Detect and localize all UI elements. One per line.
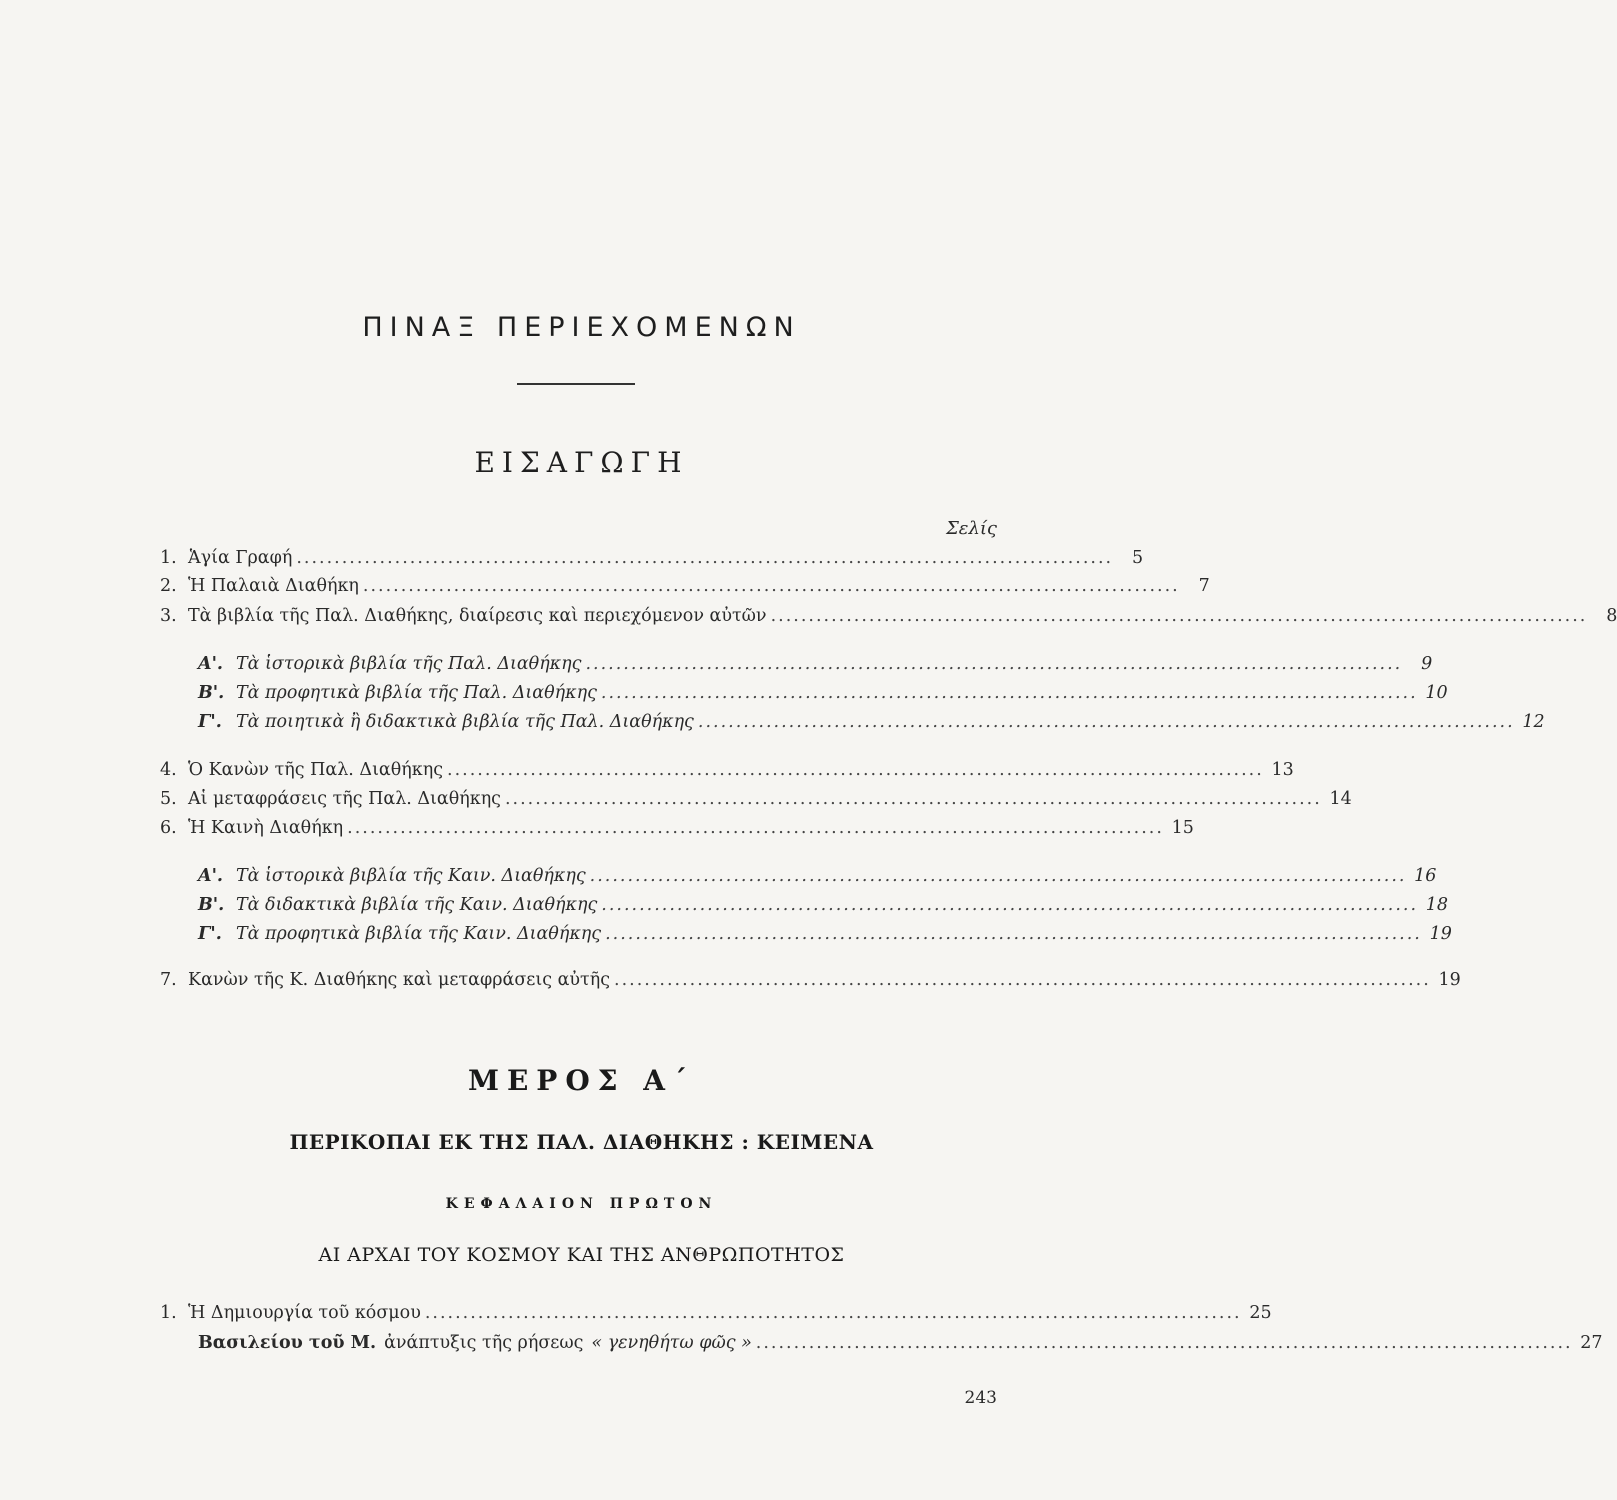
leader-dots: ............................................................................................................ — [600, 683, 1418, 703]
toc-subentry — [198, 924, 1452, 952]
entry-text: Τὰ προφητικὰ βιβλία τῆς Καιν. Διαθήκης — [236, 924, 602, 944]
entry-number: Α'. — [198, 654, 224, 674]
entry-text: Ἡ Δημιουργία τοῦ κόσμου — [188, 1303, 421, 1323]
toc-title: ΠΙΝΑΞ ΠΕΡΙΕΧΟΜΕΝΩΝ — [362, 312, 801, 343]
entry-page: 7 — [1198, 576, 1210, 596]
toc-entry — [160, 576, 1210, 604]
entry-text: ἀνάπτυξις τῆς ρήσεως — [384, 1333, 584, 1353]
entry-text: Τὰ βιβλία τῆς Παλ. Διαθήκης, διαίρεσις καὶ περιεχόμενον αὐτῶν — [188, 606, 767, 626]
leader-dots: ............................................................................................................ — [770, 606, 1588, 626]
toc-entry — [198, 1333, 1603, 1361]
leader-dots: ............................................................................................................ — [697, 712, 1515, 732]
entry-number: 5. — [160, 789, 177, 809]
entry-text: Τὰ ἱστορικὰ βιβλία τῆς Καιν. Διαθήκης — [236, 866, 586, 886]
leader-dots: ............................................................................................................ — [585, 654, 1403, 674]
entry-quote: « γενηθήτω φῶς » — [591, 1333, 752, 1353]
entry-number: 6. — [160, 818, 177, 838]
toc-entry — [160, 818, 1194, 846]
entry-page: 14 — [1329, 789, 1352, 809]
entry-text: Τὰ ποιητικὰ ἢ διδακτικὰ βιβλία τῆς Παλ. Διαθήκης — [236, 712, 694, 732]
pages-column-label: Σελίς — [946, 518, 997, 539]
entry-text: Ὁ Κανὼν τῆς Παλ. Διαθήκης — [188, 760, 443, 780]
entry-text: Ἡ Καινὴ Διαθήκη — [188, 818, 344, 838]
leader-dots: ............................................................................................................ — [347, 818, 1164, 838]
entry-page: 16 — [1414, 866, 1437, 886]
leader-dots: ............................................................................................................ — [755, 1333, 1573, 1353]
entry-text: Τὰ διδακτικὰ βιβλία τῆς Καιν. Διαθήκης — [236, 895, 598, 915]
title-divider — [517, 383, 635, 385]
section-heading: ΠΕΡΙΚΟΠΑΙ ΕΚ ΤΗΣ ΠΑΛ. ΔΙΑΘΗΚΗΣ : ΚΕΙΜΕΝΑ — [289, 1130, 874, 1154]
entry-number: 4. — [160, 760, 177, 780]
entry-number: 2. — [160, 576, 177, 596]
leader-dots: ............................................................................................................ — [589, 866, 1407, 886]
entry-number: Γ'. — [198, 924, 222, 944]
entry-page: 25 — [1249, 1303, 1272, 1323]
entry-page: 10 — [1425, 683, 1448, 703]
entry-page: 13 — [1271, 760, 1294, 780]
introduction-heading: ΕΙΣΑΓΩΓΗ — [474, 446, 689, 479]
toc-entry — [160, 1303, 1272, 1331]
entry-page: 18 — [1425, 895, 1449, 915]
chapter-title: ΑΙ ΑΡΧΑΙ ΤΟΥ ΚΟΣΜΟΥ ΚΑΙ ΤΗΣ ΑΝΘΡΩΠΟΤΗΤΟΣ — [318, 1244, 845, 1266]
entry-text: Κανὼν τῆς Κ. Διαθήκης καὶ μεταφράσεις αὐτῆς — [188, 970, 610, 990]
entry-number: 1. — [160, 1303, 177, 1323]
leader-dots: ............................................................................................................ — [605, 924, 1422, 944]
toc-entry — [160, 548, 1144, 576]
entry-page: 9 — [1421, 654, 1433, 674]
entry-page: 19 — [1438, 970, 1461, 990]
leader-dots: ............................................................................................................ — [614, 970, 1431, 990]
entry-page: 5 — [1131, 548, 1144, 568]
entry-number: Β'. — [198, 895, 225, 915]
part-heading: ΜΕΡΟΣ Α΄ — [467, 1064, 696, 1097]
toc-entry — [160, 789, 1352, 817]
toc-subentry — [198, 712, 1545, 740]
toc-subentry — [198, 683, 1448, 711]
entry-text: Ἁγία Γραφή — [188, 548, 293, 568]
entry-number: 3. — [160, 606, 177, 626]
leader-dots: ............................................................................................................ — [296, 548, 1114, 568]
toc-entry — [160, 760, 1294, 788]
toc-subentry — [198, 866, 1437, 894]
entry-text: Τὰ προφητικὰ βιβλία τῆς Παλ. Διαθήκης — [236, 683, 597, 703]
entry-text: Αἱ μεταφράσεις τῆς Παλ. Διαθήκης — [188, 789, 501, 809]
page-number: 243 — [964, 1388, 997, 1408]
leader-dots: ............................................................................................................ — [362, 576, 1180, 596]
entry-author: Βασιλείου τοῦ Μ. — [198, 1333, 377, 1353]
toc-entry — [160, 970, 1461, 998]
toc-subentry — [198, 654, 1433, 682]
toc-entry — [160, 606, 1617, 634]
leader-dots: ............................................................................................................ — [447, 760, 1264, 780]
entry-page: 19 — [1429, 924, 1452, 944]
entry-number: Α'. — [198, 866, 224, 886]
entry-text: Ἡ Παλαιὰ Διαθήκη — [188, 576, 359, 596]
entry-number: 7. — [160, 970, 177, 990]
entry-page: 27 — [1580, 1333, 1603, 1353]
chapter-label: ΚΕΦΑΛΑΙΟΝ ΠΡΩΤΟΝ — [445, 1196, 718, 1212]
entry-page: 8 — [1606, 606, 1617, 626]
entry-number: 1. — [160, 548, 177, 568]
leader-dots: ............................................................................................................ — [601, 895, 1419, 915]
entry-number: Γ'. — [198, 712, 222, 732]
entry-text: Τὰ ἱστορικὰ βιβλία τῆς Παλ. Διαθήκης — [236, 654, 582, 674]
entry-page: 12 — [1522, 712, 1545, 732]
entry-number: Β'. — [198, 683, 225, 703]
leader-dots: ............................................................................................................ — [424, 1303, 1242, 1323]
entry-page: 15 — [1171, 818, 1194, 838]
leader-dots: ............................................................................................................ — [504, 789, 1322, 809]
toc-subentry — [198, 895, 1449, 923]
